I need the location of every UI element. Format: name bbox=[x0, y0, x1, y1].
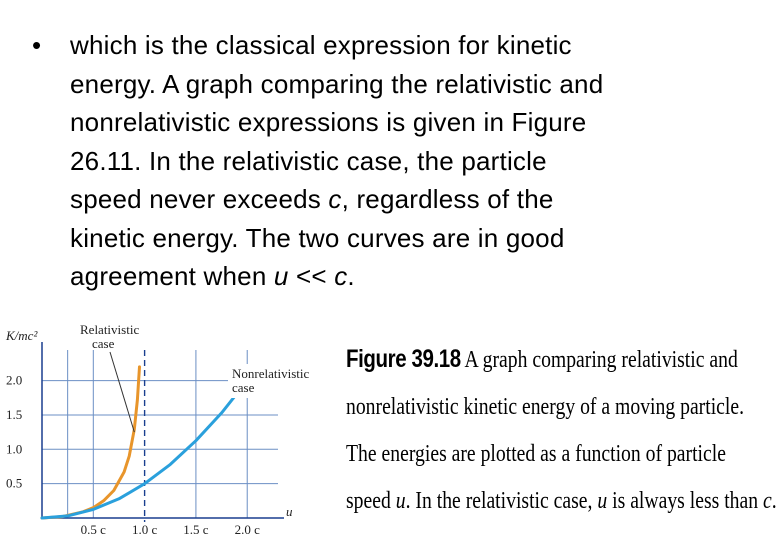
x-axis-label: u bbox=[286, 504, 293, 519]
caption-line-2: nonrelativistic kinetic energy of a moving particle. bbox=[346, 394, 745, 420]
bullet-line-4: 26.11. In the relativistic case, the particle bbox=[70, 145, 547, 176]
caption-line-1 bbox=[346, 336, 738, 384]
annotation-nonrelativistic: Nonrelativistic bbox=[232, 366, 310, 381]
caption-line-3: The energies are plotted as a function of particle bbox=[346, 441, 726, 467]
y-tick-label: 2.0 bbox=[6, 372, 23, 388]
bullet-line-5: speed never exceeds c, regardless of the bbox=[70, 184, 554, 214]
bullet-line-6: kinetic energy. The two curves are in good bbox=[70, 222, 565, 253]
annotation-relativistic-case: case bbox=[92, 336, 115, 351]
bullet-marker: • bbox=[32, 30, 42, 60]
caption-text: A graph comparing relativistic and bbox=[460, 347, 738, 373]
caption-line-4: speed u. In the relativistic case, u is always less than c. bbox=[346, 488, 777, 514]
bullet-line-2: energy. A graph comparing the relativistic and bbox=[70, 68, 604, 99]
figure-caption bbox=[346, 336, 777, 525]
x-tick-label: 2.0 c bbox=[234, 522, 260, 537]
bullet-line-7: agreement when u << c. bbox=[70, 261, 355, 291]
y-tick-label: 1.0 bbox=[6, 441, 23, 457]
y-tick-label: 0.5 bbox=[6, 475, 23, 491]
y-tick-label: 1.5 bbox=[6, 406, 23, 422]
y-axis-label: K/mc² bbox=[6, 328, 38, 343]
bullet-paragraph bbox=[70, 26, 682, 296]
x-tick-label: 1.5 c bbox=[183, 522, 209, 537]
bullet-line-1: which is the classical expression for kinetic bbox=[70, 30, 572, 60]
annotation-relativistic: Relativistic bbox=[80, 322, 140, 337]
bullet-line-3: nonrelativistic expressions is given in Figure bbox=[70, 107, 587, 137]
annotation-nonrelativistic-case: case bbox=[232, 380, 255, 395]
x-tick-label: 1.0 c bbox=[131, 522, 158, 537]
x-tick-label: 0.5 c bbox=[80, 522, 106, 537]
caption-label: Figure 39.18 bbox=[346, 345, 461, 373]
slide-text bbox=[32, 26, 682, 296]
